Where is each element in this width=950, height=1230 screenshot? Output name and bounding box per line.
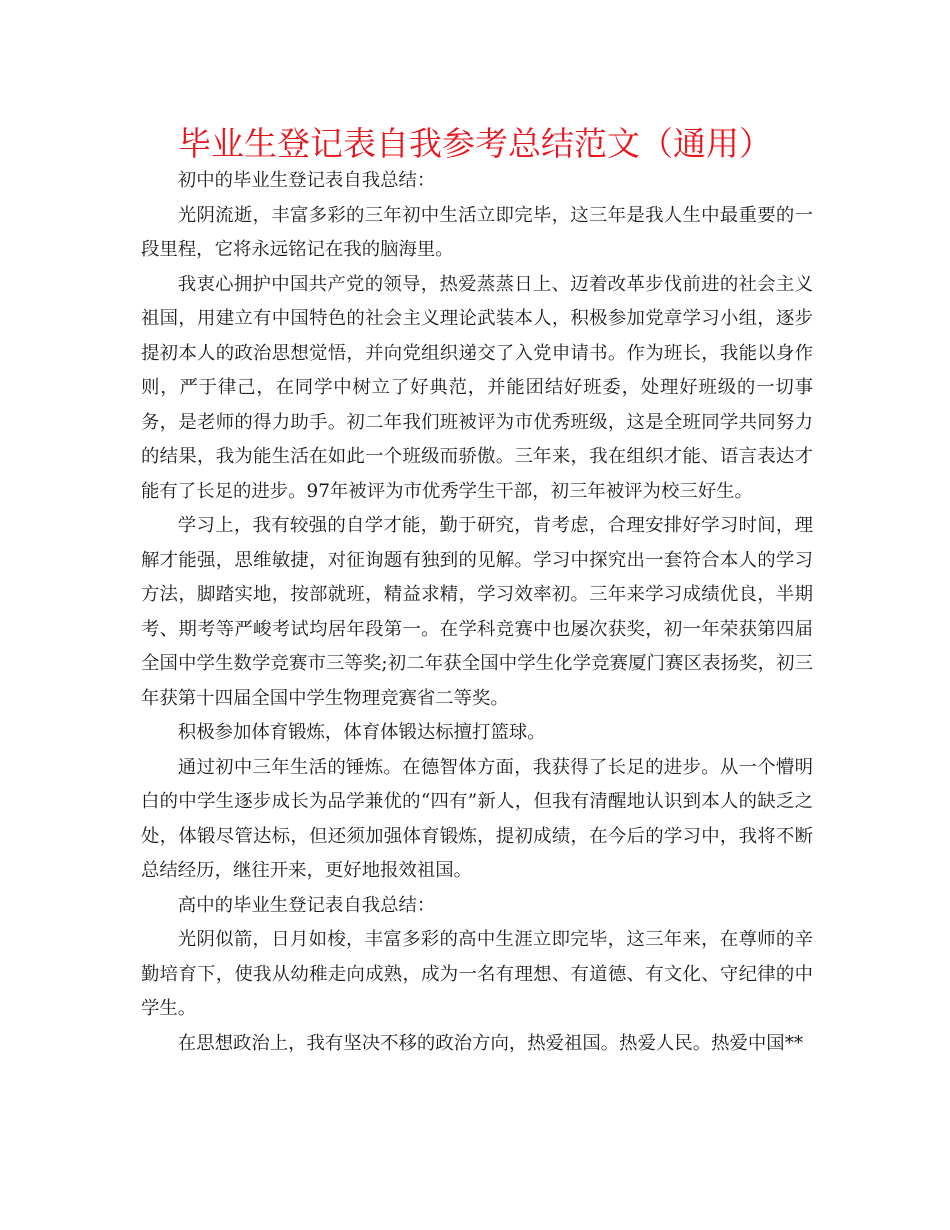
paragraph-junior-conclusion: 通过初中三年生活的锤炼。在德智体方面，我获得了长足的进步。从一个懵明白的中学生逐步成长为品学兼优的“四有”新人，但我有清醒地认识到本人的缺乏之处，体锻尽管达标，但还须加强体育锻炼，提初成绩，在今后的学习中，我将不断总结经历，继往开来，更好地报效祖国。 <box>141 756 813 881</box>
paragraph-senior-politics: 在思想政治上，我有坚决不移的政治方向，热爱祖国。热爱人民。热爱中国** <box>177 1032 804 1054</box>
paragraph-junior-politics: 我衷心拥护中国共产党的领导，热爱蒸蒸日上、迈着改革步伐前进的社会主义祖国，用建立有中国特色的社会主义理论武装本人，积极参加党章学习小组，逐步提初本人的政治思想觉悟，并向党组织递交了入党申请书。作为班长，我能以身作则，严于律己，在同学中树立了好典范，并能团结好班委，处理好班级的一切事务，是老师的得力助手。初二年我们班被评为市优秀班级，这是全班同学共同努力的结果，我为能生活在如此一个班级而骄傲。三年来，我在组织才能、语言表达才能有了长足的进步。97年被评为市优秀学生干部，初三年被评为校三好生。 <box>141 273 813 502</box>
document-title: 毕业生登记表自我参考总结范文（通用） <box>178 124 772 163</box>
paragraph-junior-study: 学习上，我有较强的自学才能，勤于研究，肯考虑，合理安排好学习时间，理解才能强，思维敏捷，对征询题有独到的见解。学习中探究出一套符合本人的学习方法，脚踏实地，按部就班，精益求精，学习效率初。三年来学习成绩优良，半期考、期考等严峻考试均居年段第一。在学科竞赛中也屡次获奖，初一年荣获第四届全国中学生数学竞赛市三等奖;初二年获全国中学生化学竞赛厦门赛区表扬奖，初三年获第十四届全国中学生物理竞赛省二等奖。 <box>141 515 813 709</box>
paragraph-senior-heading: 高中的毕业生登记表自我总结： <box>177 894 436 916</box>
paragraph-junior-heading: 初中的毕业生登记表自我总结： <box>177 170 436 191</box>
paragraph-senior-intro: 光阴似箭，日月如梭，丰富多彩的高中生涯立即完毕，这三年来，在尊师的辛勤培育下，使我从幼稚走向成熟，成为一名有理想、有道德、有文化、守纪律的中学生。 <box>141 929 813 1019</box>
paragraph-junior-sports: 积极参加体育锻炼，体育体锻达标擅打篮球。 <box>177 722 546 743</box>
paragraph-junior-intro: 光阴流逝，丰富多彩的三年初中生活立即完毕，这三年是我人生中最重要的一段里程，它将永远铭记在我的脑海里。 <box>141 204 813 260</box>
document-body <box>141 164 813 1061</box>
